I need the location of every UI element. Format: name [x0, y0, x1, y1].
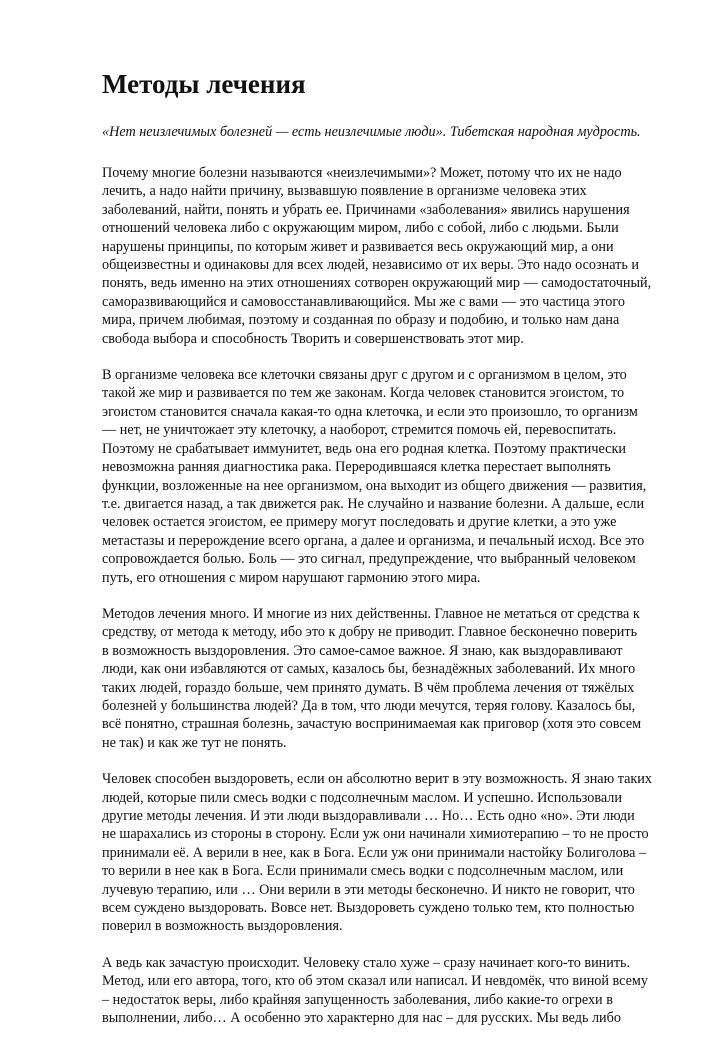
text-line: не так) и как же тут не понять. — [102, 734, 287, 751]
text-line: функции, возложенные на нее организмом, она выходит из общего движения — развития, — [102, 477, 647, 494]
text-line: нарушены принципы, по которым живет и развивается весь окружающий мир, а они — [102, 238, 614, 255]
text-line: человек остается эгоистом, ее примеру могут последовать и другие клетки, а это уже — [102, 514, 617, 531]
text-line: болезней у большинства людей? Да в том, что люди мечутся, теряя голову. Казалось бы, — [102, 697, 636, 714]
text-line: невозможна ранняя диагностика рака. Переродившаяся клетка перестает выполнять — [102, 459, 611, 476]
text-line: метастазы и перерождение всего органа, а далее и организма, и печальный исход. Все это — [102, 532, 645, 549]
text-line: Почему многие болезни называются «неизлечимыми»? Может, потому что их не надо — [102, 165, 622, 181]
paragraph — [102, 954, 664, 1028]
text-line: общеизвестны и одинаковы для всех людей, независимо от их веры. Это надо осознать и — [102, 257, 639, 274]
text-line: всем суждено выздоровать. Вовсе нет. Выздороветь суждено только тем, кто полностью — [102, 900, 635, 917]
text-line: всё понятно, страшная болезнь, зачастую воспринимаемая как приговор (хотя это совсем — [102, 716, 642, 733]
paragraph — [102, 770, 664, 936]
text-line: заболеваний, найти, понять и убрать ее. Причинами «заболевания» явились нарушения — [102, 201, 630, 218]
text-line: средству, от метода к методу, ибо это к добру не приводит. Главное бесконечно поверить — [102, 624, 638, 641]
text-line: поверил в возможность выздоровления. — [102, 918, 343, 935]
text-line: саморазвивающийся и самовосстанавливающийся. Мы же с вами — это частица этого — [102, 293, 625, 310]
text-line: Метод, или его автора, того, кто об этом сказал или написал. И невдомёк, что виной всему — [102, 973, 648, 990]
text-line: люди, как они избавляются от самых, казалось бы, безнадёжных заболеваний. Их много — [102, 661, 636, 678]
text-line: мира, причем любимая, поэтому и созданная по образу и подобию, и только нам дана — [102, 312, 620, 329]
text-line: отношений человека либо с окружающим миром, либо с собой, либо с людьми. Были — [102, 220, 619, 237]
page-title: Методы лечения — [102, 69, 306, 99]
text-line: то верили в нее как в Бога. Если принимали смесь водки с подсолнечным маслом, или — [102, 863, 624, 880]
paragraph — [102, 366, 664, 587]
text-line: такой же мир и развивается по тем же законам. Когда человек становится эгоистом, то — [102, 385, 625, 402]
text-line: – недостаток веры, либо крайняя запущенность заболевания, либо какие-то огрехи в — [102, 991, 613, 1008]
text-line: А ведь как зачастую происходит. Человеку стало хуже – сразу начинает кого-то винить. — [102, 954, 631, 971]
text-line: таких людей, гораздо больше, чем принято думать. В чём проблема лечения от тяжёлых — [102, 679, 635, 696]
text-line: Человек способен выздороветь, если он абсолютно верит в эту возможность. Я знаю таких — [102, 771, 652, 788]
text-line: понять, ведь именно на этих отношениях сотворен окружающий мир — самодостаточный, — [102, 275, 652, 292]
text-line: выполнении, либо… А особенно это характерно для нас – для русских. Мы ведь либо — [102, 1010, 621, 1027]
text-line: Поэтому не срабатывает иммунитет, ведь она его родная клетка. Поэтому практически — [102, 440, 626, 457]
text-line: сопровождается болью. Боль — это сигнал, предупреждение, что выбранный человеком — [102, 551, 636, 568]
text-line: В организме человека все клеточки связаны друг с другом и с организмом в целом, это — [102, 367, 627, 384]
text-line: лучевую терапию, или … Они верили в эти методы бесконечно. И никто не говорит, что — [102, 881, 635, 898]
paragraph — [102, 605, 664, 752]
body-text — [102, 164, 664, 1027]
epigraph: «Нет неизлечимых болезней — есть неизлечимые люди». Тибетская народная мудрость. — [102, 124, 641, 140]
text-line: Методов лечения много. И многие из них действенны. Главное не метаться от средства к — [102, 605, 640, 622]
text-line: — нет, не уничтожает эту клеточку, а наоборот, стремится помочь ей, перевоспитать. — [102, 422, 617, 439]
text-line: лечить, а надо найти причину, вызвавшую появление в организме человека этих — [102, 183, 587, 200]
text-line: свобода выбора и способность Творить и совершенствовать этот мир. — [102, 330, 524, 347]
text-line: путь, его отношения с миром нарушают гармонию этого мира. — [102, 569, 481, 586]
paragraph — [102, 164, 664, 348]
text-line: людей, которые пили смесь водки с подсолнечным маслом. И успешно. Использовали — [102, 789, 622, 806]
text-line: эгоистом становится сначала какая-то одна клеточка, и если это произошло, то организм — [102, 403, 638, 420]
text-line: не шарахались из стороны в сторону. Если уж они начинали химиотерапию – то не просто — [102, 826, 649, 843]
text-line: принимали её. А верили в нее, как в Бога. Если уж они принимали настойку Болиголова – — [102, 844, 647, 861]
text-line: другие методы лечения. И эти люди выздоравливали … Но… Есть одно «но». Эти люди — [102, 808, 635, 824]
document-page — [102, 66, 664, 1045]
text-line: в возможность выздоровления. Это самое-самое важное. Я знаю, как выздоравливают — [102, 642, 623, 659]
text-line: т.е. двигается назад, а так движется рак. Не случайно и название болезни. А дальше, если — [102, 495, 645, 512]
